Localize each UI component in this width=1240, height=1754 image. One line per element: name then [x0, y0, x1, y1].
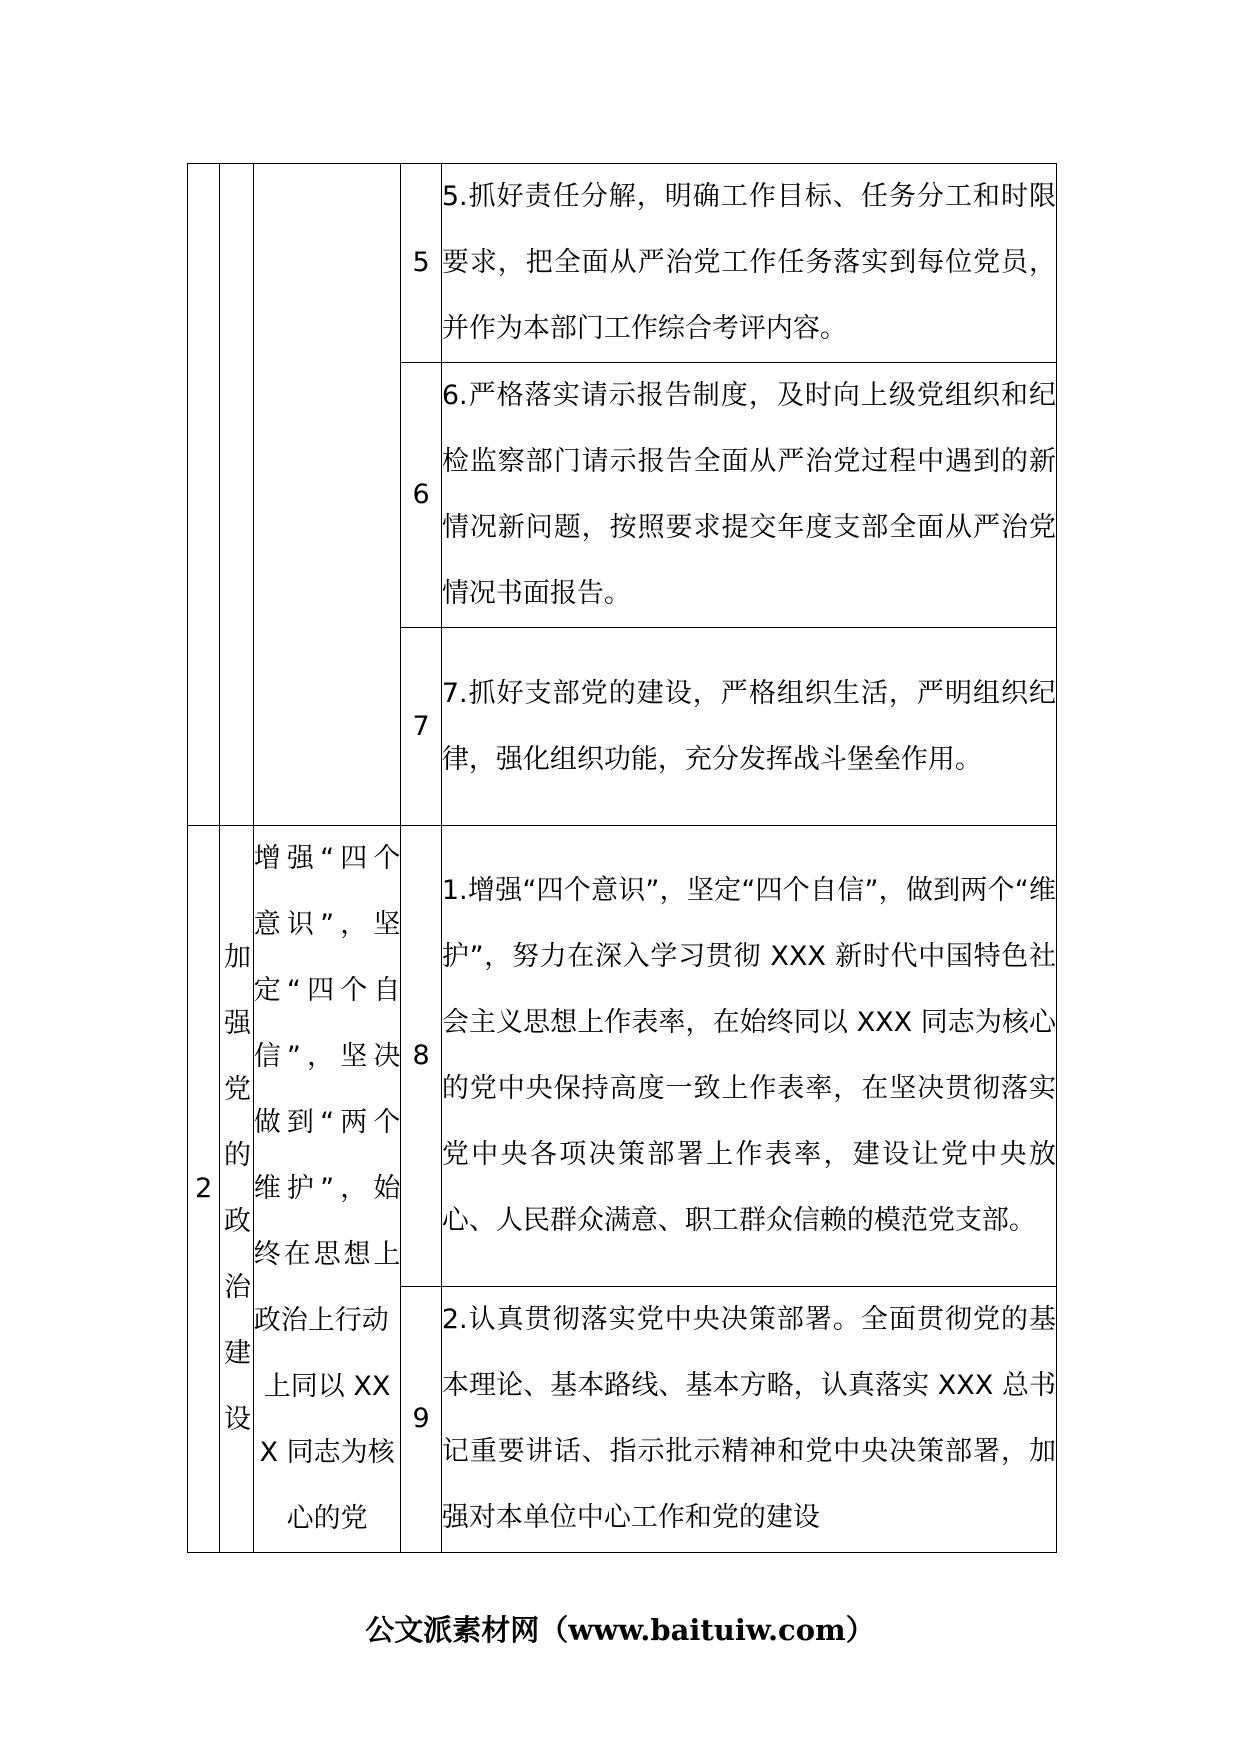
task-content: 2.认真贯彻落实党中央决策部署。全面贯彻党的基本理论、基本路线、基本方略，认真落实 XXX 总书记重要讲话、指示批示精神和党中央决策部署，加强对本单位中心工作和党的建设: [441, 1304, 1056, 1534]
table-row: [188, 164, 1057, 363]
task-content-cell: [441, 363, 1056, 628]
group-goal-line1: 增强“四个意识”，坚定“四个自信”，坚决做到“两个维护”，始终在思想上政治上行动: [253, 843, 401, 1336]
seq-cell-empty: [188, 164, 220, 826]
responsibility-table: [187, 163, 1057, 1553]
task-content: 7.抓好支部党的建设，严格组织生活，严明组织纪律，强化组织功能，充分发挥战斗堡垒作用。: [441, 677, 1056, 775]
row-number-cell: [401, 826, 441, 1287]
task-content: 1.增强“四个意识”，坚定“四个自信”，做到两个“维护”，努力在深入学习贯彻 XXX 新时代中国特色社会主义思想上作表率，在始终同以 XXX 同志为核心的党中央保持高度一致上作表率，在坚决贯彻落实党中央各项决策部署上作表率，建设让党中央放心、人民群众满意、职工群众信赖的模范党支部。: [441, 874, 1056, 1236]
row-number-cell: [401, 363, 441, 628]
footer-source-text: 公文派素材网（www.baituiw.com）: [365, 1613, 875, 1647]
category-cell-empty: [220, 164, 253, 826]
row-number: 5: [412, 247, 430, 278]
table-row: [188, 826, 1057, 1287]
category-cell: [220, 826, 253, 1553]
goal-cell: [253, 826, 401, 1553]
goal-cell-empty: [253, 164, 401, 826]
row-number-cell: [401, 1286, 441, 1552]
row-number: 8: [412, 1039, 430, 1071]
group-category: 加强党的政治建设: [224, 942, 252, 1435]
task-content: 5.抓好责任分解，明确工作目标、任务分工和时限要求，把全面从严治党工作任务落实到每位党员，并作为本部门工作综合考评内容。: [441, 181, 1056, 344]
row-number-cell: [401, 164, 441, 363]
row-number-cell: [401, 628, 441, 826]
group-goal-line2: 上同以 XXX 同志为核心的党: [259, 1371, 395, 1534]
seq-cell: [188, 826, 220, 1553]
group-seq: 2: [195, 1173, 213, 1204]
task-content: 6.严格落实请示报告制度，及时向上级党组织和纪检监察部门请示报告全面从严治党过程中遇到的新情况新问题，按照要求提交年度支部全面从严治党情况书面报告。: [441, 380, 1056, 609]
task-content-cell: [441, 628, 1056, 826]
row-number: 7: [412, 710, 430, 742]
row-number: 6: [412, 479, 430, 510]
task-content-cell: [441, 1286, 1056, 1552]
task-content-cell: [441, 164, 1056, 363]
row-number: 9: [412, 1403, 430, 1435]
task-content-cell: [441, 826, 1056, 1287]
